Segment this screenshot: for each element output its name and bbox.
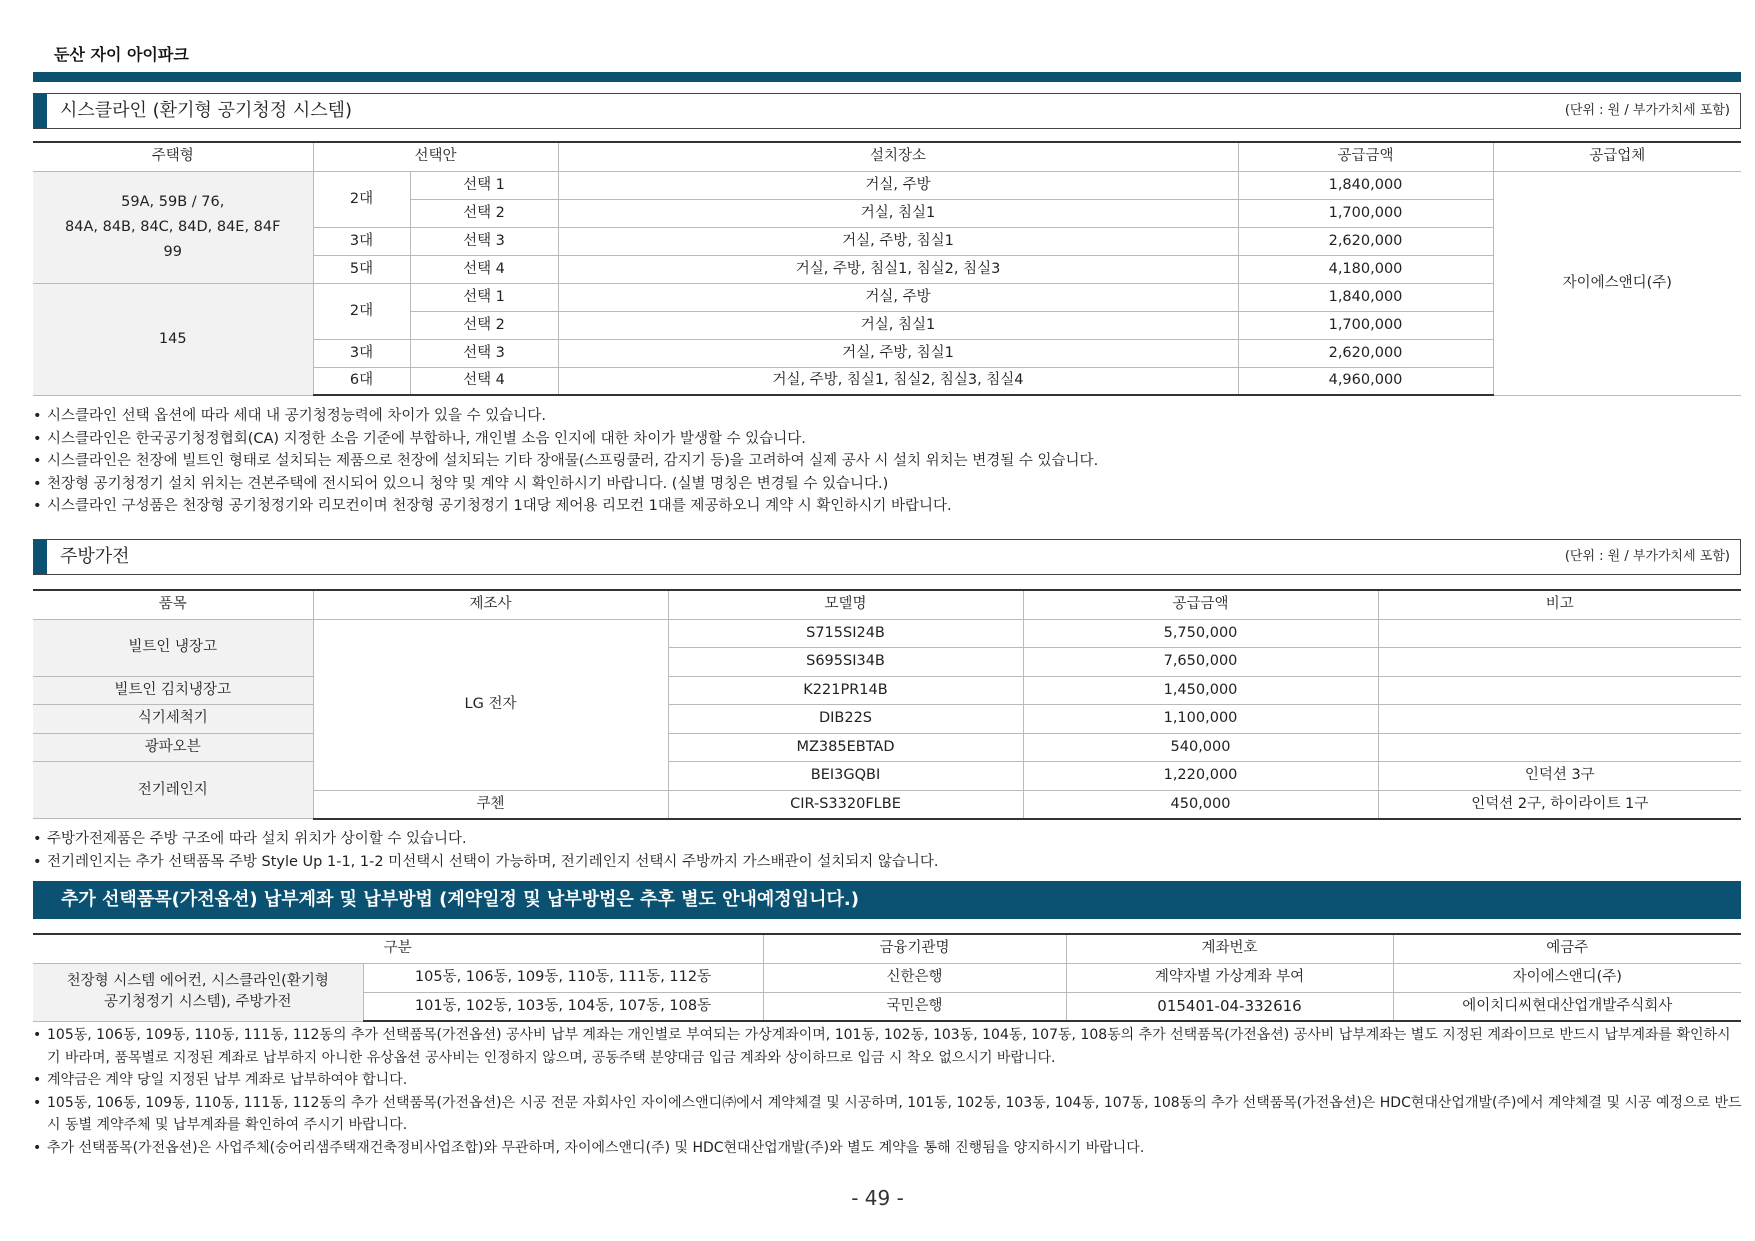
syscline-table [33, 141, 1741, 396]
price: 1,100,000 [1023, 705, 1378, 734]
install-place: 거실, 주방, 침실1, 침실2, 침실3 [558, 255, 1238, 283]
remark [1378, 733, 1741, 762]
payment-section-header [33, 881, 1741, 919]
option-label: 선택 3 [410, 339, 558, 367]
remark [1378, 648, 1741, 677]
col-header-model: 모델명 [668, 590, 1023, 619]
unit-count: 5대 [313, 255, 410, 283]
unit-count: 3대 [313, 339, 410, 367]
col-header-remark: 비고 [1378, 590, 1741, 619]
price: 4,960,000 [1238, 367, 1493, 395]
unit-count: 3대 [313, 227, 410, 255]
price: 1,450,000 [1023, 676, 1378, 705]
price: 4,180,000 [1238, 255, 1493, 283]
price: 450,000 [1023, 790, 1378, 819]
kitchen-table [33, 589, 1741, 820]
maker-name: 쿠첸 [313, 790, 668, 819]
kitchen-notes [33, 828, 1743, 873]
col-header-install-place: 설치장소 [558, 142, 1238, 171]
building-list: 101동, 102동, 103동, 104동, 107동, 108동 [363, 992, 763, 1021]
payment-category: 천장형 시스템 에어컨, 시스클라인(환기형 공기청정기 시스템), 주방가전 [33, 963, 363, 1021]
note-item: • 시스클라인 선택 옵션에 따라 세대 내 공기청정능력에 차이가 있을 수 있습니다. [33, 408, 546, 424]
syscline-unit-note: (단위 : 원 / 부가가치세 포함) [1564, 103, 1730, 118]
price: 1,840,000 [1238, 171, 1493, 199]
price: 5,750,000 [1023, 619, 1378, 648]
install-place: 거실, 침실1 [558, 311, 1238, 339]
install-place: 거실, 주방, 침실1 [558, 227, 1238, 255]
model-name: S695SI34B [668, 648, 1023, 677]
model-name: K221PR14B [668, 676, 1023, 705]
house-type-group-1: 59A, 59B / 76, 84A, 84B, 84C, 84D, 84E, 84F 99 [33, 171, 313, 283]
price: 1,840,000 [1238, 283, 1493, 311]
col-header-price: 공급금액 [1238, 142, 1493, 171]
option-label: 선택 4 [410, 255, 558, 283]
remark [1378, 676, 1741, 705]
install-place: 거실, 주방 [558, 171, 1238, 199]
account-number: 015401-04-332616 [1066, 992, 1393, 1021]
kitchen-section-title: 주방가전 [60, 546, 130, 567]
item-name: 전기레인지 [33, 762, 313, 819]
model-name: MZ385EBTAD [668, 733, 1023, 762]
payment-table [33, 933, 1741, 1022]
model-name: DIB22S [668, 705, 1023, 734]
note-item: • 105동, 106동, 109동, 110동, 111동, 112동의 추가 선택품목(가전옵션) 공사비 납부 계좌는 개인별로 부여되는 가상계좌이며, 101동, 102동, 103동, 104동, 107동, 108동의 추가 선택품목(가전옵션) 공사비 납부계좌는 별도 지정된 계좌이므로 반드시 납부계좌를 확인하시기 바라며, 품목별로 지정된 계좌로 납부하지 아니한 유상옵션 공사비는 인정하지 않으며, 공동주택 분양대금 입금 계좌와 상이하므로 입금 시 착오 없으시기 바랍니다. [33, 1027, 1731, 1066]
account-number: 계약자별 가상계좌 부여 [1066, 963, 1393, 992]
item-name: 빌트인 냉장고 [33, 619, 313, 676]
remark: 인덕션 2구, 하이라이트 1구 [1378, 790, 1741, 819]
note-item: • 시스클라인 구성품은 천장형 공기청정기와 리모컨이며 천장형 공기청정기 1대당 제어용 리모컨 1대를 제공하오니 계약 시 확인하시기 바랍니다. [33, 498, 952, 514]
remark [1378, 619, 1741, 648]
price: 7,650,000 [1023, 648, 1378, 677]
document-title: 둔산 자이 아이파크 [54, 45, 189, 64]
page-number: - 49 - [851, 1186, 904, 1210]
kitchen-section-header [33, 539, 1741, 575]
model-name: S715SI24B [668, 619, 1023, 648]
note-item: • 주방가전제품은 주방 구조에 따라 설치 위치가 상이할 수 있습니다. [33, 831, 467, 847]
note-item: • 천장형 공기청정기 설치 위치는 견본주택에 전시되어 있으니 청약 및 계약 시 확인하시기 바랍니다. (실별 명칭은 변경될 수 있습니다.) [33, 475, 889, 492]
account-holder: 자이에스앤디(주) [1393, 963, 1741, 992]
price: 1,220,000 [1023, 762, 1378, 791]
unit-count: 6대 [313, 367, 410, 395]
price: 540,000 [1023, 733, 1378, 762]
maker-name: LG 전자 [313, 619, 668, 790]
syscline-section-header [33, 93, 1741, 129]
option-label: 선택 1 [410, 171, 558, 199]
price: 2,620,000 [1238, 339, 1493, 367]
col-header-account: 계좌번호 [1066, 934, 1393, 963]
col-header-house-type: 주택형 [33, 142, 313, 171]
kitchen-unit-note: (단위 : 원 / 부가가치세 포함) [1564, 549, 1730, 564]
col-header-vendor: 공급업체 [1493, 142, 1741, 171]
model-name: CIR-S3320FLBE [668, 790, 1023, 819]
unit-count: 2대 [313, 171, 410, 227]
note-item: • 전기레인지는 추가 선택품목 주방 Style Up 1-1, 1-2 미선택시 선택이 가능하며, 전기레인지 선택시 주방까지 가스배관이 설치되지 않습니다. [33, 853, 939, 870]
install-place: 거실, 침실1 [558, 199, 1238, 227]
top-divider [33, 72, 1741, 82]
note-item: • 105동, 106동, 109동, 110동, 111동, 112동의 추가 선택품목(가전옵션)은 시공 전문 자회사인 자이에스앤디㈜에서 계약체결 및 시공하며, 101동, 102동, 103동, 104동, 107동, 108동의 추가 선택품목(가전옵션)은 HDC현대산업개발(주)에서 계약체결 및 시공 예정으로 반드시 동별 계약주체 및 납부계좌를 확인하여 주시기 바랍니다. [33, 1094, 1742, 1133]
col-header-item: 품목 [33, 590, 313, 619]
price: 1,700,000 [1238, 311, 1493, 339]
col-header-price: 공급금액 [1023, 590, 1378, 619]
option-label: 선택 2 [410, 311, 558, 339]
item-name: 식기세척기 [33, 705, 313, 734]
section-accent-bar [34, 94, 47, 128]
col-header-option: 선택안 [313, 142, 558, 171]
bank-name: 국민은행 [763, 992, 1066, 1021]
install-place: 거실, 주방, 침실1 [558, 339, 1238, 367]
col-header-category: 구분 [33, 934, 763, 963]
syscline-section-title: 시스클라인 (환기형 공기청정 시스템) [60, 100, 353, 121]
vendor-name: 자이에스앤디(주) [1493, 171, 1741, 395]
price: 2,620,000 [1238, 227, 1493, 255]
syscline-notes [33, 405, 1743, 518]
option-label: 선택 4 [410, 367, 558, 395]
item-name: 광파오븐 [33, 733, 313, 762]
remark [1378, 705, 1741, 734]
install-place: 거실, 주방, 침실1, 침실2, 침실3, 침실4 [558, 367, 1238, 395]
option-label: 선택 2 [410, 199, 558, 227]
model-name: BEI3GQBI [668, 762, 1023, 791]
house-type-group-2: 145 [33, 283, 313, 395]
option-label: 선택 3 [410, 227, 558, 255]
col-header-bank: 금융기관명 [763, 934, 1066, 963]
account-holder: 에이치디씨현대산업개발주식회사 [1393, 992, 1741, 1021]
item-name: 빌트인 김치냉장고 [33, 676, 313, 705]
bank-name: 신한은행 [763, 963, 1066, 992]
install-place: 거실, 주방 [558, 283, 1238, 311]
note-item: • 추가 선택품목(가전옵션)은 사업주체(숭어리샘주택재건축정비사업조합)와 무관하며, 자이에스앤디(주) 및 HDC현대산업개발(주)와 별도 계약을 통해 진행됨을 양지하시기 바랍니다. [33, 1139, 1145, 1156]
note-item: • 시스클라인은 한국공기청정협회(CA) 지정한 소음 기준에 부합하나, 개인별 소음 인지에 대한 차이가 발생할 수 있습니다. [33, 430, 806, 447]
payment-notes [33, 1024, 1743, 1159]
note-item: • 시스클라인은 천장에 빌트인 형태로 설치되는 제품으로 천장에 설치되는 기타 장애물(스프링쿨러, 감지기 등)을 고려하여 실제 공사 시 설치 위치는 변경될 수 있습니다. [33, 453, 1099, 469]
payment-section-title: 추가 선택품목(가전옵션) 납부계좌 및 납부방법 (계약일정 및 납부방법은 추후 별도 안내예정입니다.) [61, 889, 859, 910]
price: 1,700,000 [1238, 199, 1493, 227]
col-header-holder: 예금주 [1393, 934, 1741, 963]
col-header-maker: 제조사 [313, 590, 668, 619]
remark: 인덕션 3구 [1378, 762, 1741, 791]
note-item: • 계약금은 계약 당일 지정된 납부 계좌로 납부하여야 합니다. [33, 1072, 408, 1088]
unit-count: 2대 [313, 283, 410, 339]
building-list: 105동, 106동, 109동, 110동, 111동, 112동 [363, 963, 763, 992]
section-accent-bar [34, 540, 47, 574]
option-label: 선택 1 [410, 283, 558, 311]
